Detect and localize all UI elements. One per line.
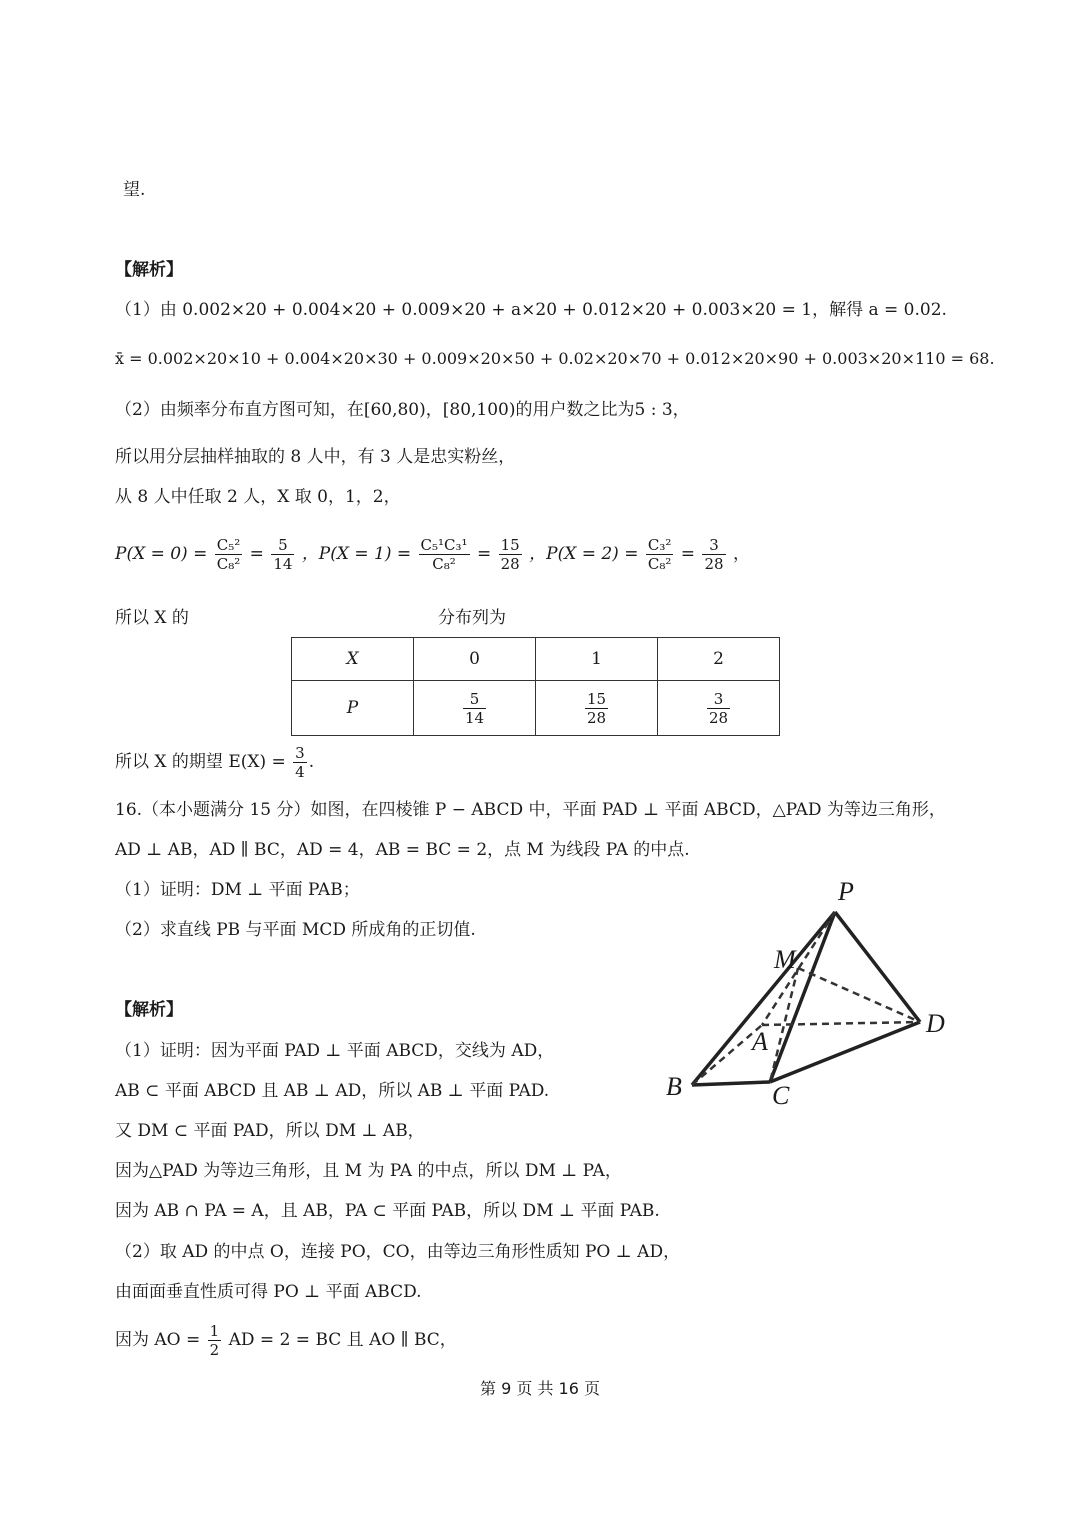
p1-comb-fraction [419, 536, 470, 573]
vertex-label-a: A [752, 1027, 768, 1056]
page-footer: 第 9 页 共 16 页 [480, 1379, 600, 1398]
p1-eq: = [476, 544, 492, 564]
proof-line-6: （2）取 AD 的中点 O，连接 PO，CO，由等边三角形性质知 PO ⊥ AD， [115, 1242, 681, 1262]
table-frac-num: 5 [463, 690, 486, 709]
solution-line-3: （2）由频率分布直方图可知，在[60,80)，[80,100)的用户数之比为5 : 3， [115, 400, 690, 420]
p2-comb-fraction [646, 536, 674, 573]
table-cell-p1 [536, 681, 658, 736]
p2-comb-num: C₃² [647, 536, 672, 554]
p1-value-den: 28 [500, 555, 520, 573]
proof-line-8-a: 因为 AO = [115, 1330, 201, 1350]
edge-pb [692, 912, 835, 1085]
p0-comb-fraction [215, 536, 243, 573]
table-frac-p1 [585, 690, 608, 727]
solution-line-5: 从 8 人中任取 2 人，X 取 0，1，2， [115, 487, 401, 507]
solution-heading-1: 【解析】 [115, 260, 183, 280]
solution-heading-2: 【解析】 [115, 1000, 183, 1020]
p2-value-num: 3 [702, 536, 725, 555]
p1-comb-num: C₅¹C₃¹ [420, 536, 468, 554]
p0-comb-den: C₈² [216, 555, 241, 573]
table-frac-den: 28 [586, 708, 607, 727]
proof-line-8-b: AD = 2 = BC 且 AO ∥ BC， [228, 1330, 457, 1350]
question-16-line-1: 16.（本小题满分 15 分）如图，在四棱锥 P − ABCD 中，平面 PAD ⊥ 平面 ABCD，△PAD 为等边三角形， [115, 800, 946, 820]
table-frac-den: 28 [708, 708, 729, 727]
edge-pd [835, 912, 920, 1022]
p1-lhs: ，P(X = 1) = [301, 544, 412, 564]
table-cell-x0: 0 [414, 638, 536, 681]
p2-value-fraction [702, 536, 725, 573]
edge-ad [762, 1022, 920, 1025]
p1-comb-den: C₈² [432, 555, 456, 573]
solution-line-1: （1）由 0.002×20 + 0.004×20 + 0.009×20 + a×20 + 0.012×20 + 0.003×20 = 1，解得 a = 0.02. [115, 300, 947, 320]
proof-half-num: 1 [209, 1322, 220, 1340]
proof-line-7: 由面面垂直性质可得 PO ⊥ 平面 ABCD. [115, 1282, 422, 1302]
vertex-label-p: P [838, 877, 854, 906]
proof-line-3: 又 DM ⊂ 平面 PAD，所以 DM ⊥ AB， [115, 1121, 425, 1141]
p0-eq: = [249, 544, 264, 564]
table-cell-x-label: X [292, 638, 414, 681]
proof-line-8 [115, 1318, 457, 1362]
expectation-lhs: 所以 X 的期望 E(X) = [115, 752, 286, 772]
table-header-row [292, 638, 780, 681]
table-cell-p0 [414, 681, 536, 736]
p0-value-den: 14 [273, 555, 293, 573]
dist-intro-b: 分布列为 [438, 608, 506, 628]
table-prob-row [292, 681, 780, 736]
table-cell-p2 [658, 681, 780, 736]
continued-text: 望. [123, 180, 146, 200]
expectation-den: 4 [295, 763, 305, 781]
vertex-label-b: B [666, 1072, 682, 1101]
table-cell-x1: 1 [536, 638, 658, 681]
p1-value-num: 15 [500, 536, 520, 554]
question-16-part-2: （2）求直线 PB 与平面 MCD 所成角的正切值. [115, 920, 476, 940]
proof-line-4: 因为△PAD 为等边三角形，且 M 为 PA 的中点，所以 DM ⊥ PA， [115, 1161, 622, 1181]
proof-line-5: 因为 AB ∩ PA = A，且 AB，PA ⊂ 平面 PAB，所以 DM ⊥ 平面 PAB. [115, 1201, 660, 1221]
edge-cd [770, 1022, 920, 1082]
proof-line-1: （1）证明：因为平面 PAD ⊥ 平面 ABCD，交线为 AD， [115, 1041, 555, 1061]
vertex-label-m: M [774, 945, 796, 974]
pyramid-solid-edges [692, 912, 920, 1085]
vertex-label-d: D [926, 1009, 945, 1038]
vertex-label-c: C [772, 1081, 790, 1110]
segment-md [798, 968, 920, 1022]
table-frac-num: 3 [707, 690, 730, 709]
question-16-line-2: AD ⊥ AB，AD ∥ BC，AD = 4，AB = BC = 2，点 M 为线段 PA 的中点. [115, 840, 690, 860]
table-cell-p-label: P [292, 681, 414, 736]
p2-lhs: ，P(X = 2) = [529, 544, 639, 564]
proof-half-den: 2 [209, 1341, 220, 1359]
p0-lhs: P(X = 0) = [115, 544, 208, 564]
table-frac-den: 14 [464, 708, 485, 727]
p1-value-fraction [499, 536, 522, 573]
expectation-num: 3 [295, 744, 305, 762]
expectation-line [115, 740, 314, 784]
p0-value-fraction [271, 536, 294, 573]
p2-end: ， [732, 544, 750, 564]
pyramid-figure [660, 870, 960, 1110]
probability-line [115, 532, 750, 576]
p2-comb-den: C₈² [647, 555, 672, 573]
expectation-fraction [293, 744, 307, 781]
dist-intro-a: 所以 X 的 [115, 608, 189, 628]
solution-line-2: x̄ = 0.002×20×10 + 0.004×20×30 + 0.009×20×50 + 0.02×20×70 + 0.012×20×90 + 0.003×20×110 = 68. [115, 349, 995, 368]
expectation-end: . [308, 752, 315, 772]
table-cell-x2: 2 [658, 638, 780, 681]
distribution-table [291, 637, 780, 736]
solution-line-4: 所以用分层抽样抽取的 8 人中，有 3 人是忠实粉丝， [115, 447, 516, 467]
pyramid-hidden-edges [692, 912, 920, 1085]
table-frac-num: 15 [586, 689, 607, 708]
p0-comb-num: C₅² [216, 536, 241, 554]
edge-bc [692, 1082, 770, 1085]
p2-eq: = [680, 544, 696, 564]
table-frac-p2 [707, 690, 730, 727]
table-frac-p0 [463, 690, 486, 727]
p0-value-num: 5 [271, 536, 294, 555]
proof-half-fraction [208, 1322, 222, 1359]
proof-line-2: AB ⊂ 平面 ABCD 且 AB ⊥ AD，所以 AB ⊥ 平面 PAD. [115, 1081, 550, 1101]
question-16-part-1: （1）证明：DM ⊥ 平面 PAB； [115, 880, 360, 900]
p2-value-den: 28 [704, 555, 724, 573]
